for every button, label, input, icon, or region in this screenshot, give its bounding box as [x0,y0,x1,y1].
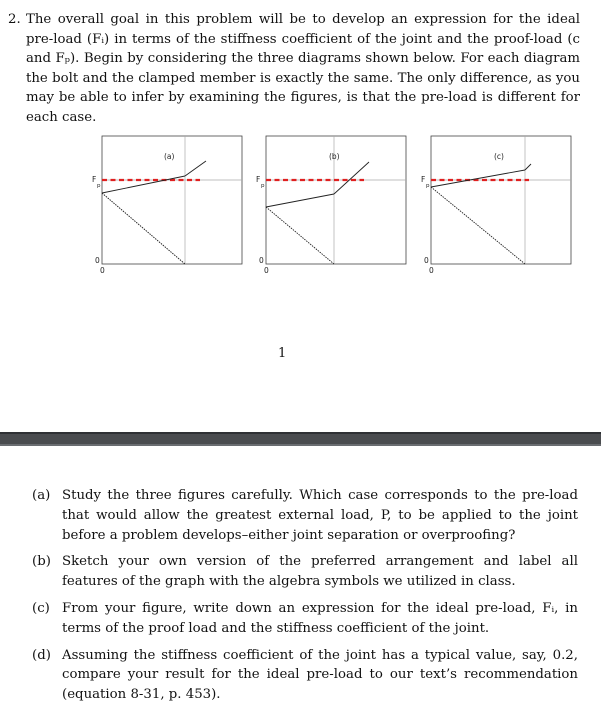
part-label: (d) [32,647,51,663]
part-text: Assuming the stiffness coefficient of the joint has a typical value, say, 0.2, compare your result for the ideal pre-load to our text’s recommendation (equation 8-31, p. 453). [62,647,578,703]
figure-a-plot [88,136,253,286]
part-text: Sketch your own version of the preferred arrangement and label all features of the graph with the algebra symbols we utilized in class. [62,554,578,590]
part-label: (a) [32,488,51,503]
figure-label: (b) [329,152,340,161]
x-origin-label: 0 [100,266,105,275]
bolt-load-line [266,194,334,207]
page-divider [0,432,601,446]
figure-c-plot [417,136,582,286]
figure-a [88,136,253,286]
part-b [32,552,578,592]
bolt-load-line-upper [525,164,531,170]
y-axis-subscript: p [97,183,101,189]
member-load-line [266,207,334,264]
figure-c [417,136,582,286]
figure-label: (c) [494,152,504,161]
sub-questions [32,486,578,712]
y-axis-label: F [256,175,261,184]
bolt-load-line-upper [334,162,369,194]
y-origin-label: 0 [259,256,264,265]
part-d [32,646,578,705]
bolt-load-line-upper [185,161,206,176]
part-text: Study the three figures carefully. Which case corresponds to the pre-load that would allow the greatest external load, P, to be applied to the joint before a problem develops–either joint separation or overproofing? [62,488,578,543]
y-axis-label: F [92,175,97,184]
problem-number: 2. [8,12,21,27]
x-origin-label: 0 [429,266,434,275]
x-origin-label: 0 [264,266,269,275]
member-load-line [102,193,185,264]
figure-b-plot [252,136,417,286]
figure-label: (a) [164,152,175,161]
figures-row [0,136,601,336]
part-c [32,599,578,639]
part-label: (b) [32,554,51,570]
figure-b [252,136,417,286]
problem-statement [8,10,580,128]
bolt-load-line [431,170,525,187]
y-origin-label: 0 [424,256,429,265]
part-label: (c) [32,600,50,616]
page-number: 1 [278,346,287,361]
y-axis-subscript: p [426,183,430,189]
part-text: From your figure, write down an expression for the ideal pre-load, Fᵢ, in terms of the proof load and the stiffness coefficient of the joint. [62,600,578,636]
part-a [32,486,578,545]
member-load-line [431,187,525,264]
y-axis-label: F [421,175,426,184]
y-origin-label: 0 [95,256,100,265]
bolt-load-line [102,176,185,193]
problem-text: The overall goal in this problem will be to develop an expression for the ideal pre-load (Fᵢ) in terms of the stiffness coefficient of the joint and the proof-load (c and Fₚ). Begin by considering the three diagrams shown below. For each diagram the bolt and the clamped member is exactly the same. The only difference, as you may be able to infer by examining the figures, is that the pre-load is different for each case. [26,12,580,125]
y-axis-subscript: p [261,183,265,189]
